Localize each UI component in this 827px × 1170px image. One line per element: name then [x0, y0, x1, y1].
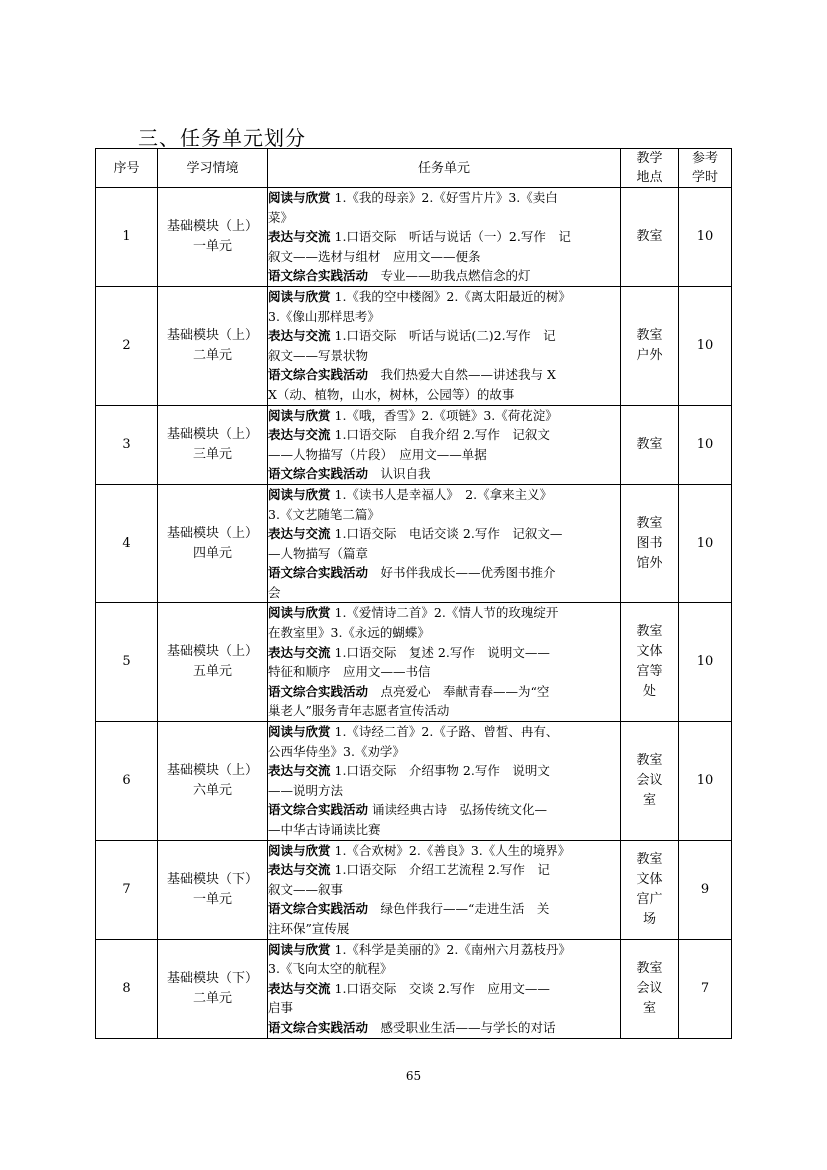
teaching-location-line: 教室 — [636, 327, 663, 343]
learning-context — [158, 939, 268, 1038]
task-line-text: 1.《我的母亲》2.《好雪片片》3.《卖白 — [330, 190, 558, 205]
table-header-row — [96, 149, 732, 188]
task-category-label: 语文综合实践活动 — [268, 367, 369, 383]
task-line-text: ——人物描写（片段） 应用文——单据 — [268, 446, 487, 462]
learning-context-unit: 三单元 — [192, 446, 232, 462]
task-line-text: 3.《文艺随笔二篇》 — [268, 506, 380, 522]
task-line-text: 启事 — [268, 1000, 294, 1016]
header-location — [621, 149, 679, 188]
reference-hours: 10 — [679, 286, 732, 405]
row-number: 8 — [96, 939, 158, 1038]
task-line-text: 巢老人”服务青年志愿者宣传活动 — [268, 703, 450, 719]
task-line — [268, 860, 620, 880]
task-line-text: 1.口语交际 复述 2.写作 说明文—— — [330, 644, 550, 660]
task-line-text: 在教室里》3.《永远的蝴蝶》 — [268, 625, 430, 641]
task-category-label: 阅读与欣赏 — [268, 288, 331, 304]
reference-hours: 10 — [679, 603, 732, 722]
task-line — [268, 781, 620, 801]
teaching-location-line: 文体 — [636, 871, 663, 887]
task-line — [268, 505, 620, 525]
task-line — [268, 722, 620, 742]
task-line — [268, 800, 620, 820]
learning-context-unit: 四单元 — [192, 545, 232, 561]
teaching-location-line: 教室 — [636, 960, 663, 976]
task-line-text: 1.口语交际 听话与说话（一）2.写作 记 — [330, 229, 571, 245]
task-line-text: 特征和顺序 应用文——书信 — [268, 664, 431, 680]
reference-hours: 10 — [679, 188, 732, 287]
learning-context — [158, 722, 268, 841]
task-unit-cell — [268, 286, 621, 405]
table-row — [96, 722, 732, 841]
learning-context-module: 基础模块（上） — [166, 426, 258, 442]
task-unit-cell — [268, 939, 621, 1038]
task-category-label: 表达与交流 — [268, 328, 331, 344]
task-unit-cell — [268, 722, 621, 841]
task-line-text: 菜》 — [268, 209, 294, 225]
task-line-text: ——说明方法 — [268, 782, 344, 798]
table-row — [96, 840, 732, 939]
task-line — [268, 623, 620, 643]
task-line — [268, 959, 620, 979]
task-unit-cell — [268, 405, 621, 484]
task-line — [268, 385, 620, 405]
teaching-location-line: 户外 — [636, 347, 663, 363]
task-line — [268, 841, 620, 861]
page-number: 65 — [405, 1069, 422, 1083]
task-category-label: 阅读与欣赏 — [268, 941, 331, 957]
task-line-text: 1.口语交际 介绍事物 2.写作 说明文 — [330, 763, 550, 779]
reference-hours: 10 — [679, 722, 732, 841]
task-line-text: 1.《读书人是幸福人》 2.《拿来主义》 — [330, 486, 553, 502]
task-category-label: 语文综合实践活动 — [268, 683, 369, 699]
task-line-text: 会 — [268, 584, 281, 600]
task-line — [268, 188, 620, 208]
header-context: 学习情境 — [158, 149, 268, 188]
reference-hours: 7 — [679, 939, 732, 1038]
task-line-text: 1.《我的空中楼阁》2.《离太阳最近的树》 — [330, 288, 571, 304]
task-line — [268, 919, 620, 939]
row-number: 3 — [96, 405, 158, 484]
task-line — [268, 643, 620, 663]
task-category-label: 表达与交流 — [268, 644, 331, 660]
header-location-line2: 地点 — [636, 170, 663, 185]
header-hours — [679, 149, 732, 188]
teaching-location — [621, 840, 679, 939]
task-category-label: 表达与交流 — [268, 229, 331, 245]
task-line — [268, 583, 620, 603]
task-line-text: 3.《飞向太空的航程》 — [268, 961, 393, 977]
task-line — [268, 227, 620, 247]
reference-hours: 10 — [679, 405, 732, 484]
task-line — [268, 365, 620, 385]
header-no: 序号 — [96, 149, 158, 188]
section-title: 三、任务单元划分 — [138, 126, 306, 150]
task-line — [268, 662, 620, 682]
task-category-label: 语文综合实践活动 — [268, 1019, 369, 1035]
teaching-location-line: 教室 — [636, 436, 663, 452]
task-line-text: 点亮爱心 奉献青春——为“空 — [368, 683, 550, 699]
task-unit-cell — [268, 603, 621, 722]
task-category-label: 表达与交流 — [268, 862, 331, 878]
task-line-text: 注环保”宣传展 — [268, 920, 350, 936]
task-category-label: 表达与交流 — [268, 427, 331, 443]
task-line — [268, 307, 620, 327]
task-line-text: 1.口语交际 交谈 2.写作 应用文—— — [330, 980, 550, 996]
task-line — [268, 742, 620, 762]
teaching-location — [621, 286, 679, 405]
task-unit-table — [95, 148, 732, 1039]
learning-context — [158, 286, 268, 405]
reference-hours: 10 — [679, 484, 732, 603]
table-row — [96, 286, 732, 405]
learning-context-module: 基础模块（上） — [166, 525, 258, 541]
teaching-location-line: 教室 — [636, 228, 663, 244]
task-line — [268, 940, 620, 960]
task-category-label: 阅读与欣赏 — [268, 724, 331, 740]
teaching-location-line: 教室 — [636, 752, 663, 768]
learning-context-unit: 六单元 — [192, 782, 232, 798]
task-line — [268, 326, 620, 346]
teaching-location-line: 文体 — [636, 644, 663, 660]
task-category-label: 语文综合实践活动 — [268, 466, 369, 482]
task-line-text: 叙文——选材与组材 应用文——便条 — [268, 248, 481, 264]
teaching-location — [621, 939, 679, 1038]
table-row — [96, 484, 732, 603]
task-line — [268, 820, 620, 840]
task-line — [268, 485, 620, 505]
table-row — [96, 939, 732, 1038]
task-line-text: 1.《合欢树》2.《善良》3.《人生的境界》 — [330, 842, 571, 858]
teaching-location-line: 会议 — [636, 980, 663, 996]
task-unit-cell — [268, 188, 621, 287]
task-line — [268, 563, 620, 583]
task-line-text: 1.《爱情诗二首》2.《情人节的玫瑰绽开 — [330, 605, 559, 621]
header-hours-line2: 学时 — [691, 170, 718, 185]
task-line — [268, 266, 620, 286]
task-line — [268, 346, 620, 366]
teaching-location-line: 室 — [642, 1000, 656, 1016]
task-unit-cell — [268, 840, 621, 939]
task-line — [268, 208, 620, 228]
row-number: 1 — [96, 188, 158, 287]
task-category-label: 语文综合实践活动 — [268, 268, 369, 284]
task-line — [268, 425, 620, 445]
task-category-label: 表达与交流 — [268, 763, 331, 779]
task-line — [268, 445, 620, 465]
task-line — [268, 682, 620, 702]
task-line-text: 1.口语交际 电话交谈 2.写作 记叙文— — [330, 526, 563, 542]
task-line — [268, 701, 620, 721]
task-line — [268, 998, 620, 1018]
task-line-text: 叙文——叙事 — [268, 881, 344, 897]
row-number: 4 — [96, 484, 158, 603]
task-line-text: 1.口语交际 听话与说话(二)2.写作 记 — [330, 328, 556, 344]
task-line — [268, 1018, 620, 1038]
task-line-text: 认识自我 — [368, 466, 431, 482]
task-line — [268, 247, 620, 267]
table-row — [96, 188, 732, 287]
learning-context-unit: 二单元 — [192, 990, 232, 1006]
teaching-location-line: 教室 — [636, 624, 663, 640]
teaching-location — [621, 188, 679, 287]
task-category-label: 语文综合实践活动 — [268, 565, 369, 581]
row-number: 7 — [96, 840, 158, 939]
task-line-text: 1.《科学是美丽的》2.《南州六月荔枝丹》 — [330, 941, 571, 957]
teaching-location-line: 处 — [642, 684, 656, 700]
task-category-label: 表达与交流 — [268, 980, 331, 996]
task-category-label: 阅读与欣赏 — [268, 190, 331, 205]
task-line — [268, 880, 620, 900]
teaching-location-line: 图书 — [636, 535, 663, 551]
learning-context-unit: 二单元 — [192, 347, 232, 363]
teaching-location — [621, 484, 679, 603]
table-row — [96, 405, 732, 484]
learning-context-unit: 五单元 — [192, 664, 232, 680]
task-line — [268, 761, 620, 781]
task-line — [268, 287, 620, 307]
task-line-text: 叙文——写景状物 — [268, 347, 369, 363]
task-line-text: 1.口语交际 介绍工艺流程 2.写作 记 — [330, 862, 550, 878]
teaching-location-line: 教室 — [636, 515, 663, 531]
task-category-label: 阅读与欣赏 — [268, 407, 331, 423]
task-category-label: 阅读与欣赏 — [268, 605, 331, 621]
teaching-location-line: 宫等 — [636, 664, 663, 680]
task-line-text: 专业——助我点燃信念的灯 — [368, 268, 531, 284]
teaching-location — [621, 722, 679, 841]
learning-context — [158, 603, 268, 722]
task-line-text: 1.口语交际 自我介绍 2.写作 记叙文 — [330, 427, 550, 443]
task-line-text: 感受职业生活——与学长的对话 — [368, 1019, 556, 1035]
teaching-location — [621, 405, 679, 484]
learning-context — [158, 188, 268, 287]
learning-context — [158, 405, 268, 484]
learning-context-unit: 一单元 — [192, 238, 232, 254]
task-line — [268, 899, 620, 919]
task-line-text: 绿色伴我行——“走进生活 关 — [368, 901, 550, 917]
task-line-text: 公西华侍坐》3.《劝学》 — [268, 743, 405, 759]
table-row — [96, 603, 732, 722]
task-line-text: 1.《哦，香雪》2.《项链》3.《荷花淀》 — [330, 407, 558, 423]
header-hours-line1: 参考 — [691, 151, 718, 166]
learning-context — [158, 484, 268, 603]
teaching-location-line: 室 — [642, 792, 656, 808]
learning-context-unit: 一单元 — [192, 891, 232, 907]
teaching-location-line: 馆外 — [636, 555, 663, 571]
header-task: 任务单元 — [268, 149, 621, 188]
learning-context-module: 基础模块（上） — [166, 327, 258, 343]
task-line-text: 3.《像山那样思考》 — [268, 308, 380, 324]
task-line — [268, 524, 620, 544]
learning-context-module: 基础模块（上） — [166, 218, 258, 234]
teaching-location-line: 宫广 — [636, 891, 663, 907]
task-unit-cell — [268, 484, 621, 603]
task-line-text: 诵读经典古诗 弘扬传统文化— — [368, 802, 547, 818]
task-category-label: 语文综合实践活动 — [268, 901, 369, 917]
row-number: 6 — [96, 722, 158, 841]
reference-hours: 9 — [679, 840, 732, 939]
teaching-location-line: 会议 — [636, 772, 663, 788]
task-category-label: 语文综合实践活动 — [268, 802, 369, 818]
task-line-text: 1.《诗经二首》2.《子路、曾皙、冉有、 — [330, 724, 559, 740]
task-line — [268, 979, 620, 999]
task-line-text: —中华古诗诵读比赛 — [268, 822, 381, 837]
learning-context-module: 基础模块（上） — [166, 762, 258, 778]
teaching-location-line: 场 — [642, 911, 656, 927]
task-category-label: 阅读与欣赏 — [268, 486, 331, 502]
learning-context — [158, 840, 268, 939]
task-category-label: 阅读与欣赏 — [268, 842, 331, 858]
task-line-text: —人物描写（篇章 — [268, 545, 369, 561]
task-line-text: 我们热爱大自然——讲述我与 X — [368, 367, 556, 383]
task-line — [268, 603, 620, 623]
header-location-line1: 教学 — [636, 151, 663, 166]
task-line-text: X（动、植物，山水，树林，公园等）的故事 — [268, 386, 515, 402]
teaching-location — [621, 603, 679, 722]
row-number: 2 — [96, 286, 158, 405]
task-line — [268, 544, 620, 564]
learning-context-module: 基础模块（下） — [166, 871, 258, 887]
task-line — [268, 464, 620, 484]
task-line-text: 好书伴我成长——优秀图书推介 — [368, 565, 556, 581]
learning-context-module: 基础模块（上） — [166, 644, 258, 660]
task-line — [268, 406, 620, 426]
learning-context-module: 基础模块（下） — [166, 970, 258, 986]
row-number: 5 — [96, 603, 158, 722]
task-category-label: 表达与交流 — [268, 526, 331, 542]
teaching-location-line: 教室 — [636, 851, 663, 867]
